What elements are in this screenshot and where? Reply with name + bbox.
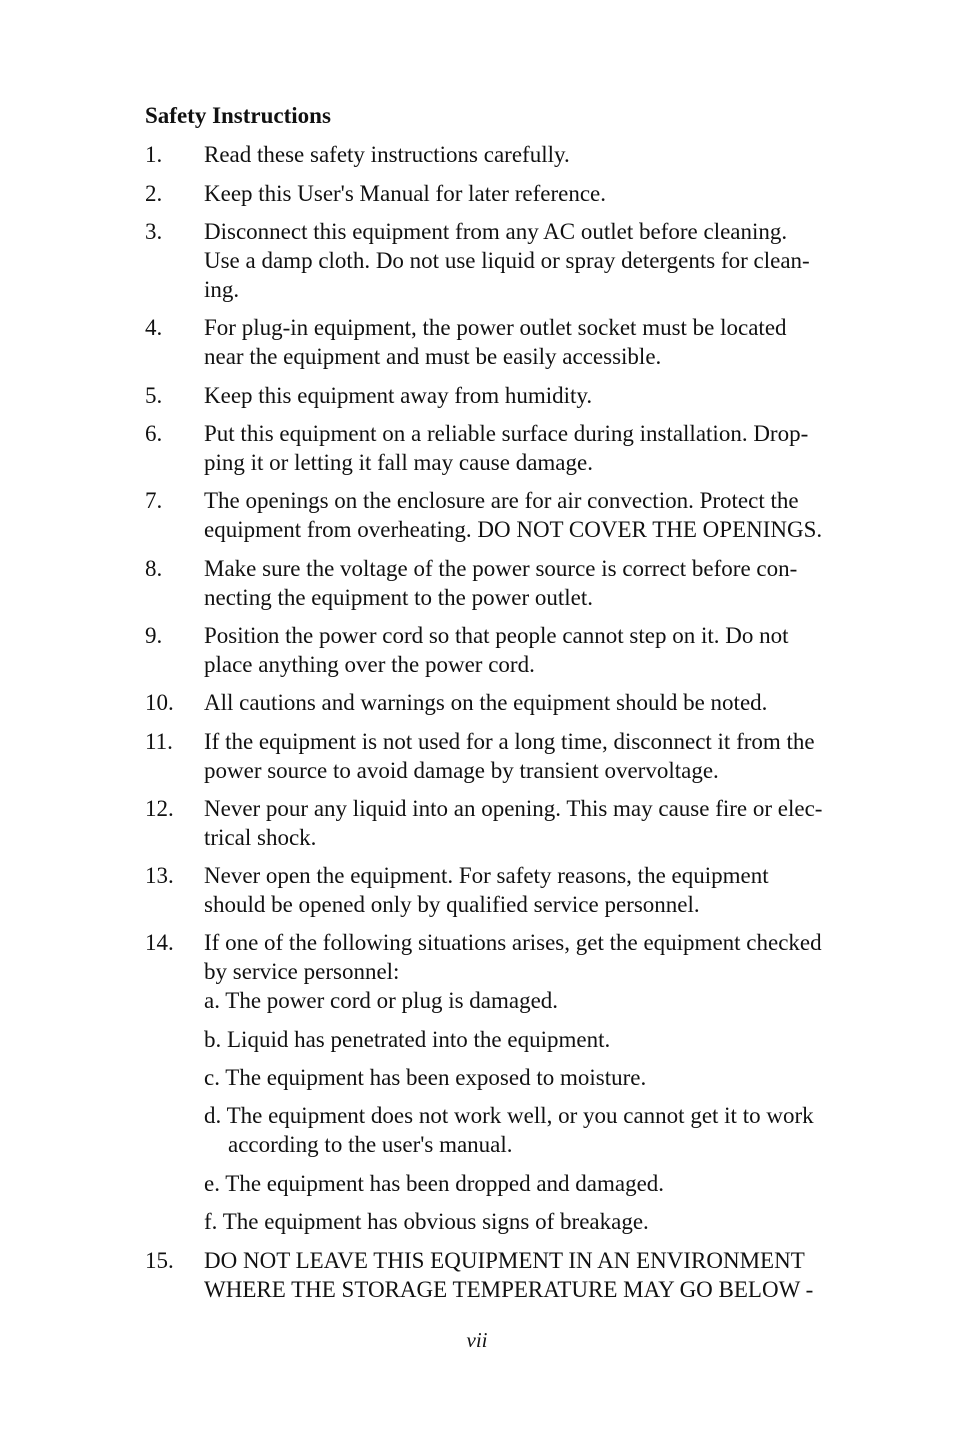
item-text-line: For plug-in equipment, the power outlet socket must be located — [204, 315, 787, 340]
item-number: 5. — [145, 383, 163, 408]
instruction-item-11 — [145, 727, 865, 785]
item-text-line: near the equipment and must be easily accessible. — [204, 344, 662, 369]
sub-item-text: f. The equipment has obvious signs of breakage. — [204, 1209, 649, 1234]
item-text-line: Keep this User's Manual for later reference. — [204, 181, 606, 206]
item-number: 10. — [145, 690, 174, 715]
instruction-item-8 — [145, 554, 865, 612]
instruction-item-7 — [145, 486, 865, 544]
item-text-line: place anything over the power cord. — [204, 652, 535, 677]
sub-item-text: e. The equipment has been dropped and damaged. — [204, 1171, 665, 1196]
item-text-line: Use a damp cloth. Do not use liquid or spray detergents for clean- — [204, 248, 810, 273]
item-text-line: Read these safety instructions carefully. — [204, 142, 570, 167]
instruction-item-9 — [145, 621, 865, 679]
sub-item-text: d. The equipment does not work well, or you cannot get it to work — [204, 1103, 814, 1128]
item-text-line: Position the power cord so that people cannot step on it. Do not — [204, 623, 789, 648]
instruction-item-2 — [145, 179, 865, 208]
item-text-line: equipment from overheating. DO NOT COVER THE OPENINGS. — [204, 517, 823, 542]
item-text-line: should be opened only by qualified service personnel. — [204, 892, 700, 917]
item-number: 3. — [145, 219, 163, 244]
item-text-line: The openings on the enclosure are for air convection. Protect the — [204, 488, 799, 513]
item-text-line: If the equipment is not used for a long time, disconnect it from the — [204, 729, 815, 754]
sub-item-text: a. The power cord or plug is damaged. — [204, 988, 559, 1013]
item-text-line: Keep this equipment away from humidity. — [204, 383, 593, 408]
instruction-item-10 — [145, 688, 865, 717]
item-text-line: ing. — [204, 277, 240, 302]
item-text-line: power source to avoid damage by transient overvoltage. — [204, 758, 719, 783]
item-number: 6. — [145, 421, 163, 446]
item-number: 8. — [145, 556, 163, 581]
item-text-line: If one of the following situations arises, get the equipment checked — [204, 930, 822, 955]
item-number: 2. — [145, 181, 163, 206]
instruction-item-5 — [145, 381, 865, 410]
page-number: vii — [466, 1328, 488, 1352]
item-text-line: All cautions and warnings on the equipment should be noted. — [204, 690, 768, 715]
sub-item-text: b. Liquid has penetrated into the equipment. — [204, 1027, 611, 1052]
item-text-line: Disconnect this equipment from any AC outlet before cleaning. — [204, 219, 788, 244]
item-number: 13. — [145, 863, 174, 888]
item-text-line: Put this equipment on a reliable surface during installation. Drop- — [204, 421, 809, 446]
item-text-line: Never pour any liquid into an opening. This may cause fire or elec- — [204, 796, 823, 821]
section-heading: Safety Instructions — [145, 103, 331, 128]
instruction-item-13 — [145, 861, 865, 919]
item-number: 9. — [145, 623, 163, 648]
instruction-item-3 — [145, 217, 865, 304]
instruction-item-6 — [145, 419, 865, 477]
item-number: 7. — [145, 488, 163, 513]
item-number: 15. — [145, 1248, 174, 1273]
item-number: 14. — [145, 930, 174, 955]
sub-item-f — [204, 1207, 649, 1236]
sub-item-d — [204, 1101, 814, 1159]
instruction-item-14 — [145, 928, 865, 986]
item-text-line: necting the equipment to the power outlet. — [204, 585, 593, 610]
item-number: 12. — [145, 796, 174, 821]
item-text-line: WHERE THE STORAGE TEMPERATURE MAY GO BELOW - — [204, 1277, 814, 1302]
sub-item-a — [204, 986, 558, 1015]
instruction-item-4 — [145, 313, 865, 371]
item-text-line: by service personnel: — [204, 959, 400, 984]
instruction-item-15 — [145, 1246, 865, 1304]
item-text-line: Never open the equipment. For safety reasons, the equipment — [204, 863, 769, 888]
instruction-item-1 — [145, 140, 865, 169]
sub-item-text: c. The equipment has been exposed to moisture. — [204, 1065, 647, 1090]
item-number: 1. — [145, 142, 163, 167]
instruction-item-12 — [145, 794, 865, 852]
sub-item-c — [204, 1063, 646, 1092]
item-text-line: trical shock. — [204, 825, 317, 850]
item-text-line: DO NOT LEAVE THIS EQUIPMENT IN AN ENVIRONMENT — [204, 1248, 805, 1273]
item-text-line: Make sure the voltage of the power source is correct before con- — [204, 556, 798, 581]
item-text-line: ping it or letting it fall may cause damage. — [204, 450, 593, 475]
item-number: 11. — [145, 729, 173, 754]
sub-item-e — [204, 1169, 664, 1198]
sub-item-b — [204, 1025, 610, 1054]
sub-item-text-continued: according to the user's manual. — [228, 1132, 513, 1157]
item-number: 4. — [145, 315, 163, 340]
